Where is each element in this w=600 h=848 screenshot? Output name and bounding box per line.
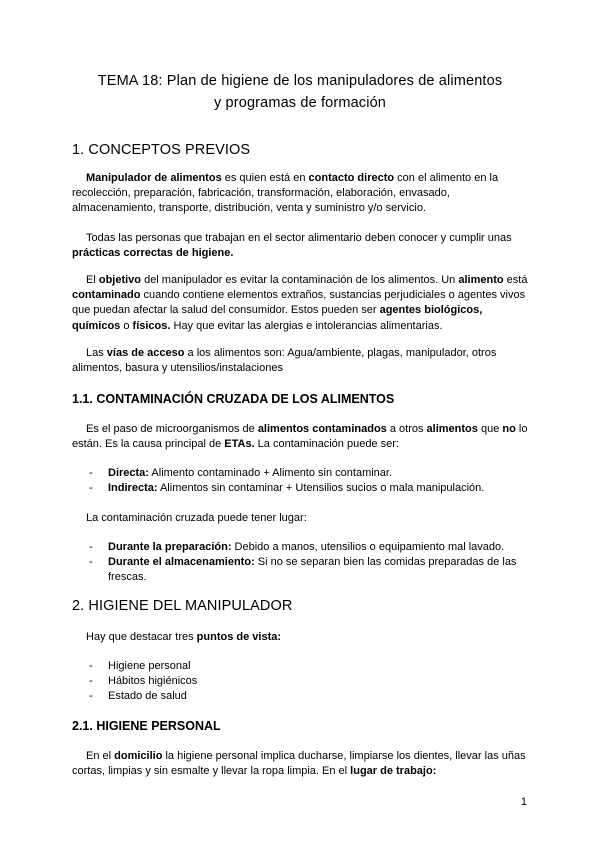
list-tipos-contaminacion	[72, 466, 530, 496]
text-run: lo están. Es la causa principal de	[72, 423, 528, 451]
text-run: que	[477, 423, 503, 435]
text-run: la higiene personal implica ducharse, limpiarse los dientes, llevar las uñas cortas, limpias y sin esmalte y llevar la ropa limpia. En el	[72, 750, 526, 778]
paragraph-manipulador	[72, 171, 530, 217]
bold-text: contaminado	[72, 289, 141, 302]
bullet-dash: -	[89, 541, 93, 553]
text-run: Si no se separan bien las comidas preparadas de las frescas.	[108, 556, 517, 584]
document-title	[60, 70, 540, 114]
bold-text: Durante la preparación:	[108, 541, 232, 553]
title-line-2: y programas de formación	[213, 95, 387, 111]
bold-text: objetivo	[98, 274, 142, 286]
section-heading-higiene-manipulador: 2. HIGIENE DEL MANIPULADOR	[72, 598, 293, 614]
list-item	[72, 689, 530, 704]
text-run: Hay que evitar las alergias e intolerancias alimentarias.	[170, 319, 443, 332]
list-puntos-vista	[72, 659, 530, 705]
bold-text: Indirecta:	[108, 482, 158, 495]
list-momentos-contaminacion	[72, 540, 530, 586]
paragraph-objetivo	[72, 273, 530, 334]
text-run: a otros	[386, 423, 427, 435]
paragraph-vias-acceso	[72, 346, 530, 376]
bold-text: lugar de trabajo:	[350, 765, 437, 778]
text-run: Hábitos higiénicos	[108, 675, 198, 688]
list-item	[72, 555, 530, 585]
text-run: Estado de salud	[108, 690, 187, 703]
bold-text: alimentos contaminados	[257, 423, 387, 435]
bold-text: domicilio	[114, 750, 163, 762]
text-run: Alimentos sin contaminar + Utensilios sucios o mala manipulación.	[157, 482, 485, 495]
text-run: Hay que destacar tres	[86, 631, 197, 643]
subsection-heading-higiene-personal: 2.1. HIGIENE PERSONAL	[72, 719, 221, 733]
bold-text: físicos.	[132, 319, 171, 332]
paragraph-domicilio	[72, 749, 530, 779]
text-run: En el	[86, 750, 115, 762]
text-run: cuando contiene elementos extraños, sustancias perjudiciales o agentes vivos que puedan afectar la salud del consumidor. Estos pueden ser	[72, 289, 526, 317]
page-number: 1	[520, 796, 527, 808]
title-line-1: TEMA 18: Plan de higiene de los manipuladores de alimentos	[97, 73, 503, 89]
section-heading-conceptos-previos: 1. CONCEPTOS PREVIOS	[72, 142, 251, 158]
text-run: con el alimento en la recolección, preparación, fabricación, transformación, elaboración, envasado, almacenamiento, transporte, distribución, venta y suministro y/o servicio.	[72, 172, 499, 215]
bold-text: Directa:	[108, 467, 149, 479]
paragraph-contaminacion-def	[72, 422, 530, 452]
text-run: está	[503, 274, 528, 286]
paragraph-practicas	[72, 231, 530, 261]
bold-text: agentes biológicos, químicos	[72, 304, 483, 332]
list-item	[72, 481, 530, 496]
text-run: del manipulador es evitar la contaminación de los alimentos. Un	[141, 274, 459, 286]
bold-text: alimento	[458, 274, 504, 286]
text-run: o	[120, 319, 133, 332]
bold-text: prácticas correctas de higiene.	[72, 247, 234, 260]
list-item	[72, 540, 530, 555]
bold-text: ETAs.	[224, 438, 255, 451]
text-run: Higiene personal	[108, 660, 191, 672]
bold-text: Durante el almacenamiento:	[108, 556, 255, 569]
bullet-dash: -	[89, 690, 93, 703]
text-run: La contaminación cruzada puede tener lugar:	[86, 512, 307, 524]
list-item	[72, 674, 530, 689]
paragraph-puntos-vista	[72, 630, 530, 645]
bullet-dash: -	[89, 675, 93, 688]
list-item	[72, 466, 530, 481]
bold-text: puntos de vista:	[196, 631, 282, 643]
text-run: Es el paso de microorganismos de	[86, 423, 258, 435]
list-item	[72, 659, 530, 674]
paragraph-tener-lugar	[72, 511, 530, 526]
bullet-dash: -	[89, 556, 93, 569]
bold-text: contacto directo	[308, 172, 395, 184]
bullet-dash: -	[89, 482, 93, 495]
text-run: Las	[86, 347, 107, 359]
text-run: es quien está en	[221, 172, 309, 184]
text-run: Todas las personas que trabajan en el sector alimentario deben conocer y cumplir unas	[86, 232, 512, 244]
bold-text: Manipulador de alimentos	[86, 172, 222, 184]
bullet-dash: -	[89, 467, 93, 479]
bullet-dash: -	[89, 660, 93, 672]
text-run: Alimento contaminado + Alimento sin contaminar.	[148, 467, 393, 479]
bold-text: alimentos	[426, 423, 478, 435]
subsection-heading-contaminacion-cruzada: 1.1. CONTAMINACIÓN CRUZADA DE LOS ALIMENTOS	[72, 392, 395, 406]
text-run: a los alimentos son: Agua/ambiente, plagas, manipulador, otros alimentos, basura y utensilios/instalaciones	[72, 347, 497, 375]
text-run: Debido a manos, utensilios o equipamiento mal lavado.	[231, 541, 505, 553]
text-run: El	[86, 274, 99, 286]
text-run: La contaminación puede ser:	[254, 438, 399, 451]
bold-text: no	[502, 423, 516, 435]
bold-text: vías de acceso	[106, 347, 185, 359]
